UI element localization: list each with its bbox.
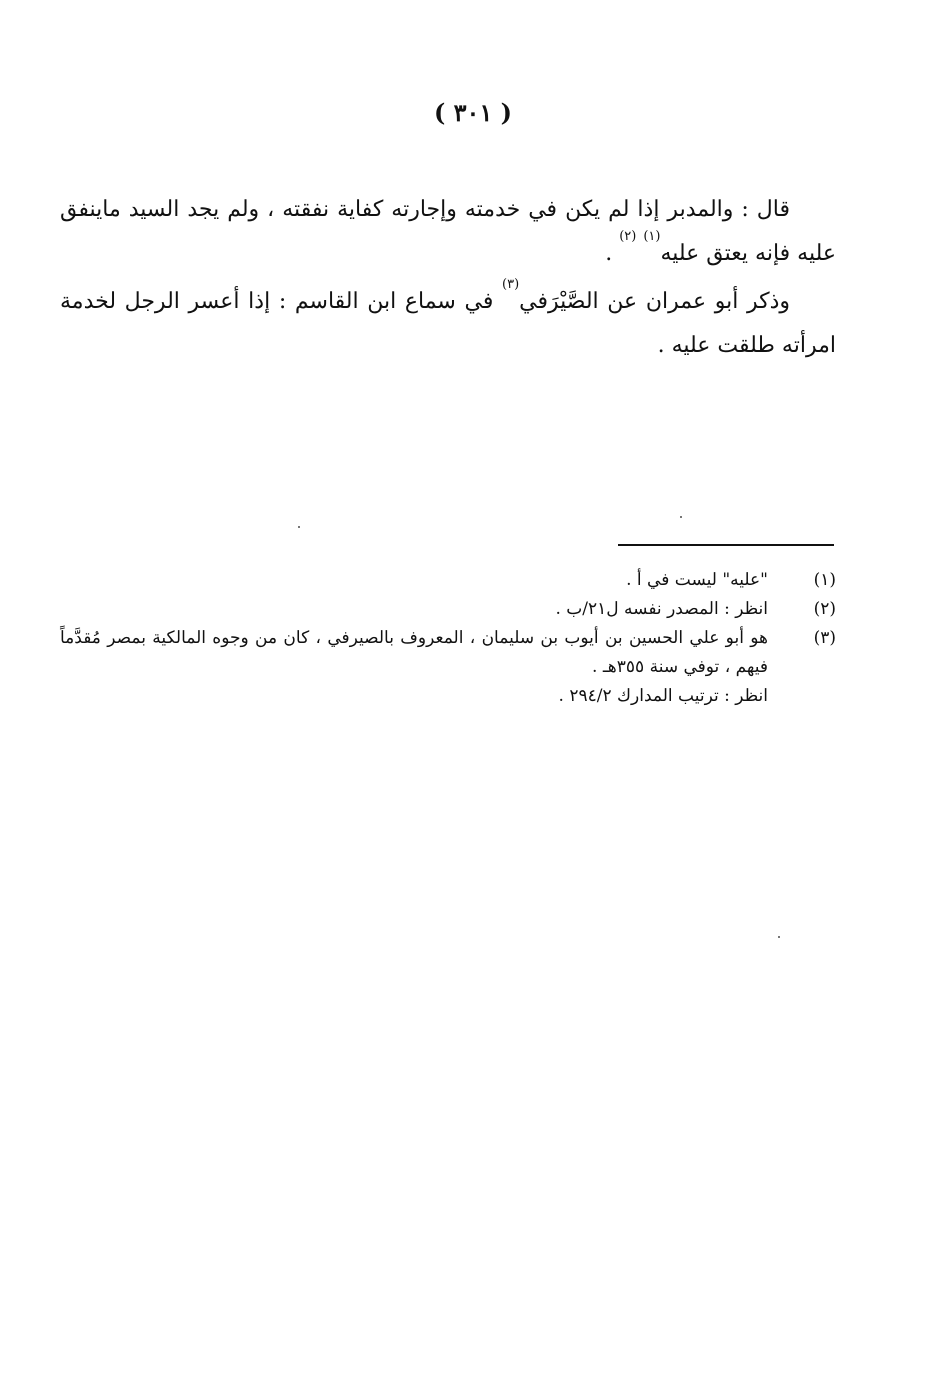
paragraph-1-text: قال : والمدبر إذا لم يكن في خدمته وإجارته كفاية نفقته ، ولم يجد السيد ماينفق عليه فإنه يعتق عليه	[60, 197, 836, 266]
footnote-line: انظر : ترتيب المدارك ٢٩٤/٢ .	[558, 686, 768, 706]
footnote-number: (٢)	[813, 599, 836, 619]
footnote-ref-2: (٢)	[619, 229, 637, 244]
paragraph-1	[60, 188, 836, 276]
paragraph-2	[60, 277, 836, 368]
footnote-line: هو أبو علي الحسين بن أيوب بن سليمان ، المعروف بالصيرفي ، كان من وجوه المالكية بمصر مُقدَّماً فيهم ، توفي سنة ٣٥٥هـ .	[60, 628, 768, 677]
main-text	[60, 188, 836, 372]
scan-speck	[680, 516, 682, 518]
footnote-ref-3: (٣)	[502, 277, 520, 292]
footnote-ref-1: (١)	[643, 229, 661, 244]
footnote-separator	[618, 544, 834, 546]
paragraph-2-text-after: في سماع ابن القاسم : إذا أعسر الرجل لخدمة امرأته طلقت عليه .	[60, 289, 836, 358]
footnotes	[60, 566, 836, 711]
footnote-text	[60, 595, 768, 624]
footnote-text	[60, 566, 768, 595]
page-number: ( ٣٠١ )	[433, 98, 513, 127]
footnote-line: "عليه" ليست في أ .	[626, 570, 768, 590]
paragraph-1-end: .	[605, 241, 620, 266]
footnote-2	[60, 595, 836, 624]
footnote-number: (٣)	[813, 628, 836, 648]
footnote-line: انظر : المصدر نفسه ل٢١/ب .	[555, 599, 768, 619]
scan-speck	[298, 526, 300, 528]
footnote-text	[60, 624, 768, 711]
footnote-number: (١)	[813, 570, 836, 590]
footnote-1	[60, 566, 836, 595]
footnote-3	[60, 624, 836, 711]
paragraph-2-text-before: وذكر أبو عمران عن الصَّيْرَفي	[519, 289, 790, 314]
scan-speck	[778, 936, 780, 938]
